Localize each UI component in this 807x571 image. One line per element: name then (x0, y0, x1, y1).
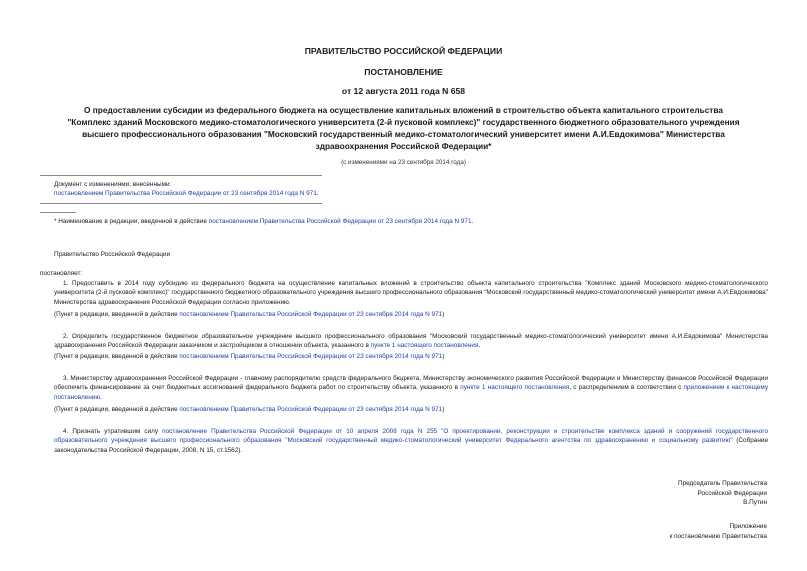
paragraph-3-ref: (Пункт в редакции, введенной в действие постановлением Правительства Российской Федерации от 23 сентября 2014 года N 971) (54, 406, 445, 413)
footnote-link[interactable]: постановлением Правительства Российской Федерации от 23 сентября 2014 года N 971 (208, 218, 472, 225)
amendment-link[interactable]: постановлением Правительства Российской Федерации от 23 сентября 2014 года N 971 (54, 190, 317, 197)
amendments-intro: Документ с изменениями, внесенными: (54, 181, 172, 188)
paragraph-3: 3. Министерству здравоохранения Российской Федерации - главному распорядителю средств федерального бюджета, Министерству экономического развития Российской Федерации и Министерству финансов Российской Федерации обеспечить финансирование за счет бюджетных ассигнований федерального бюджета работ по строительству объекта, указанного в пункте 1 настоящего постановления, с распределением в соответствии с приложением к настоящему постановлению. (54, 375, 769, 401)
paragraph-2-ref-link[interactable]: постановлением Правительства Российской Федерации от 23 сентября 2014 года N 971 (179, 353, 443, 360)
issuer: Правительство Российской Федерации (54, 251, 171, 258)
paragraph-3-link[interactable]: пункте 1 настоящего постановления (460, 384, 570, 392)
appendix-title: Приложение (729, 523, 767, 530)
authority-heading: ПРАВИТЕЛЬСТВО РОССИЙСКОЙ ФЕДЕРАЦИИ (304, 46, 503, 56)
signature-name: В.Путин (743, 499, 767, 507)
paragraph-4: 4. Признать утратившим силу постановление Правительства Российской Федерации от 10 апреля 2008 года N 255 "О проектировании, реконструкции и строительстве комплекса зданий и сооружений государственного образовательного учреждения высшего профессионального образования "Московский государственный медико-стоматологический университет Федерального агентства по здравоохранению и социальному развитию" (Собрание законодательства Российской Федерации, 2008, N 15, ст.1562). (54, 428, 769, 454)
divider (40, 203, 322, 204)
paragraph-2-link[interactable]: пункте 1 настоящего постановления (370, 342, 479, 350)
signature-subtitle: Российской Федерации (697, 489, 767, 497)
date-number: от 12 августа 2011 года N 658 (341, 86, 466, 96)
footnote-divider (40, 212, 76, 213)
appendix-block (670, 522, 767, 541)
footnote: * Наименование в редакции, введенной в действие постановлением Правительства Российской Федерации от 23 сентября 2014 года N 971. (54, 218, 474, 225)
decides: постановляет: (40, 270, 83, 277)
divider (40, 175, 322, 176)
amendments-line: постановлением Правительства Российской Федерации от 23 сентября 2014 года N 971. (54, 190, 319, 197)
paragraph-1: 1. Предоставить в 2014 году субсидию из федерального бюджета на осуществление капитальных вложений в строительство объекта капитального строительства "Комплекс зданий Московского медико-стоматологического университета (2-й пусковой комплекс)" государственного бюджетного образовательного учреждения высшего профессионального образования "Московский государственный медико-стоматологический университет имени А.И.Евдокимова" Министерства здравоохранения Российской Федерации согласно приложению. (54, 280, 768, 306)
paragraph-3-ref-link[interactable]: постановлением Правительства Российской Федерации от 23 сентября 2014 года N 971 (179, 406, 443, 413)
appendix-subtitle: к постановлению Правительства (669, 532, 767, 540)
paragraph-2: 2. Определить государственное бюджетное образовательное учреждение высшего профессионального образования "Московский государственный медико-стоматологический университет имени А.И.Евдокимова" Министерства здравоохранения Российской Федерации заказчиком и застройщиком в отношении объекта, указанного в пункте 1 настоящего постановления. (54, 333, 768, 350)
title-line-1: О предоставлении субсидии из федерального бюджета на осуществление капитальных вложений в строительство объекта капитального строительства (84, 105, 723, 115)
paragraph-4-link[interactable]: постановление Правительства Российской Федерации от 10 апреля 2008 года N 255 "О проектировании, реконструкции и строительстве комплекса зданий и сооружений государственного образовательного учреждения высшего профессионального образования "Московский государственный медико-стоматологический университет Федерального агентства по здравоохранению и социальному развитию" (54, 428, 768, 445)
title-line-3: высшего профессионального образования "Московский государственный медико-стоматологический университет имени А.И.Евдокимова" Министерства (82, 129, 725, 139)
paragraph-3-appendix-link[interactable]: приложением к настоящему постановлению (54, 384, 769, 401)
paragraph-2-ref: (Пункт в редакции, введенной в действие постановлением Правительства Российской Федерации от 23 сентября 2014 года N 971) (54, 353, 445, 360)
title-line-2: "Комплекс зданий Московского медико-стоматологического университета (2-й пусковой комплекс)" государственного бюджетного образовательного учреждения (67, 117, 740, 127)
signature-block (678, 479, 767, 508)
paragraph-1-ref: (Пункт в редакции, введенной в действие постановлением Правительства Российской Федерации от 23 сентября 2014 года N 971) (54, 311, 445, 318)
paragraph-1-ref-link[interactable]: постановлением Правительства Российской Федерации от 23 сентября 2014 года N 971 (179, 311, 443, 318)
doc-type-heading: ПОСТАНОВЛЕНИЕ (364, 67, 443, 77)
revision-note: (с изменениями на 23 сентября 2014 года) (341, 159, 466, 166)
title-line-4: здравоохранения Российской Федерации* (315, 141, 492, 151)
signature-title: Председатель Правительства (678, 480, 767, 487)
